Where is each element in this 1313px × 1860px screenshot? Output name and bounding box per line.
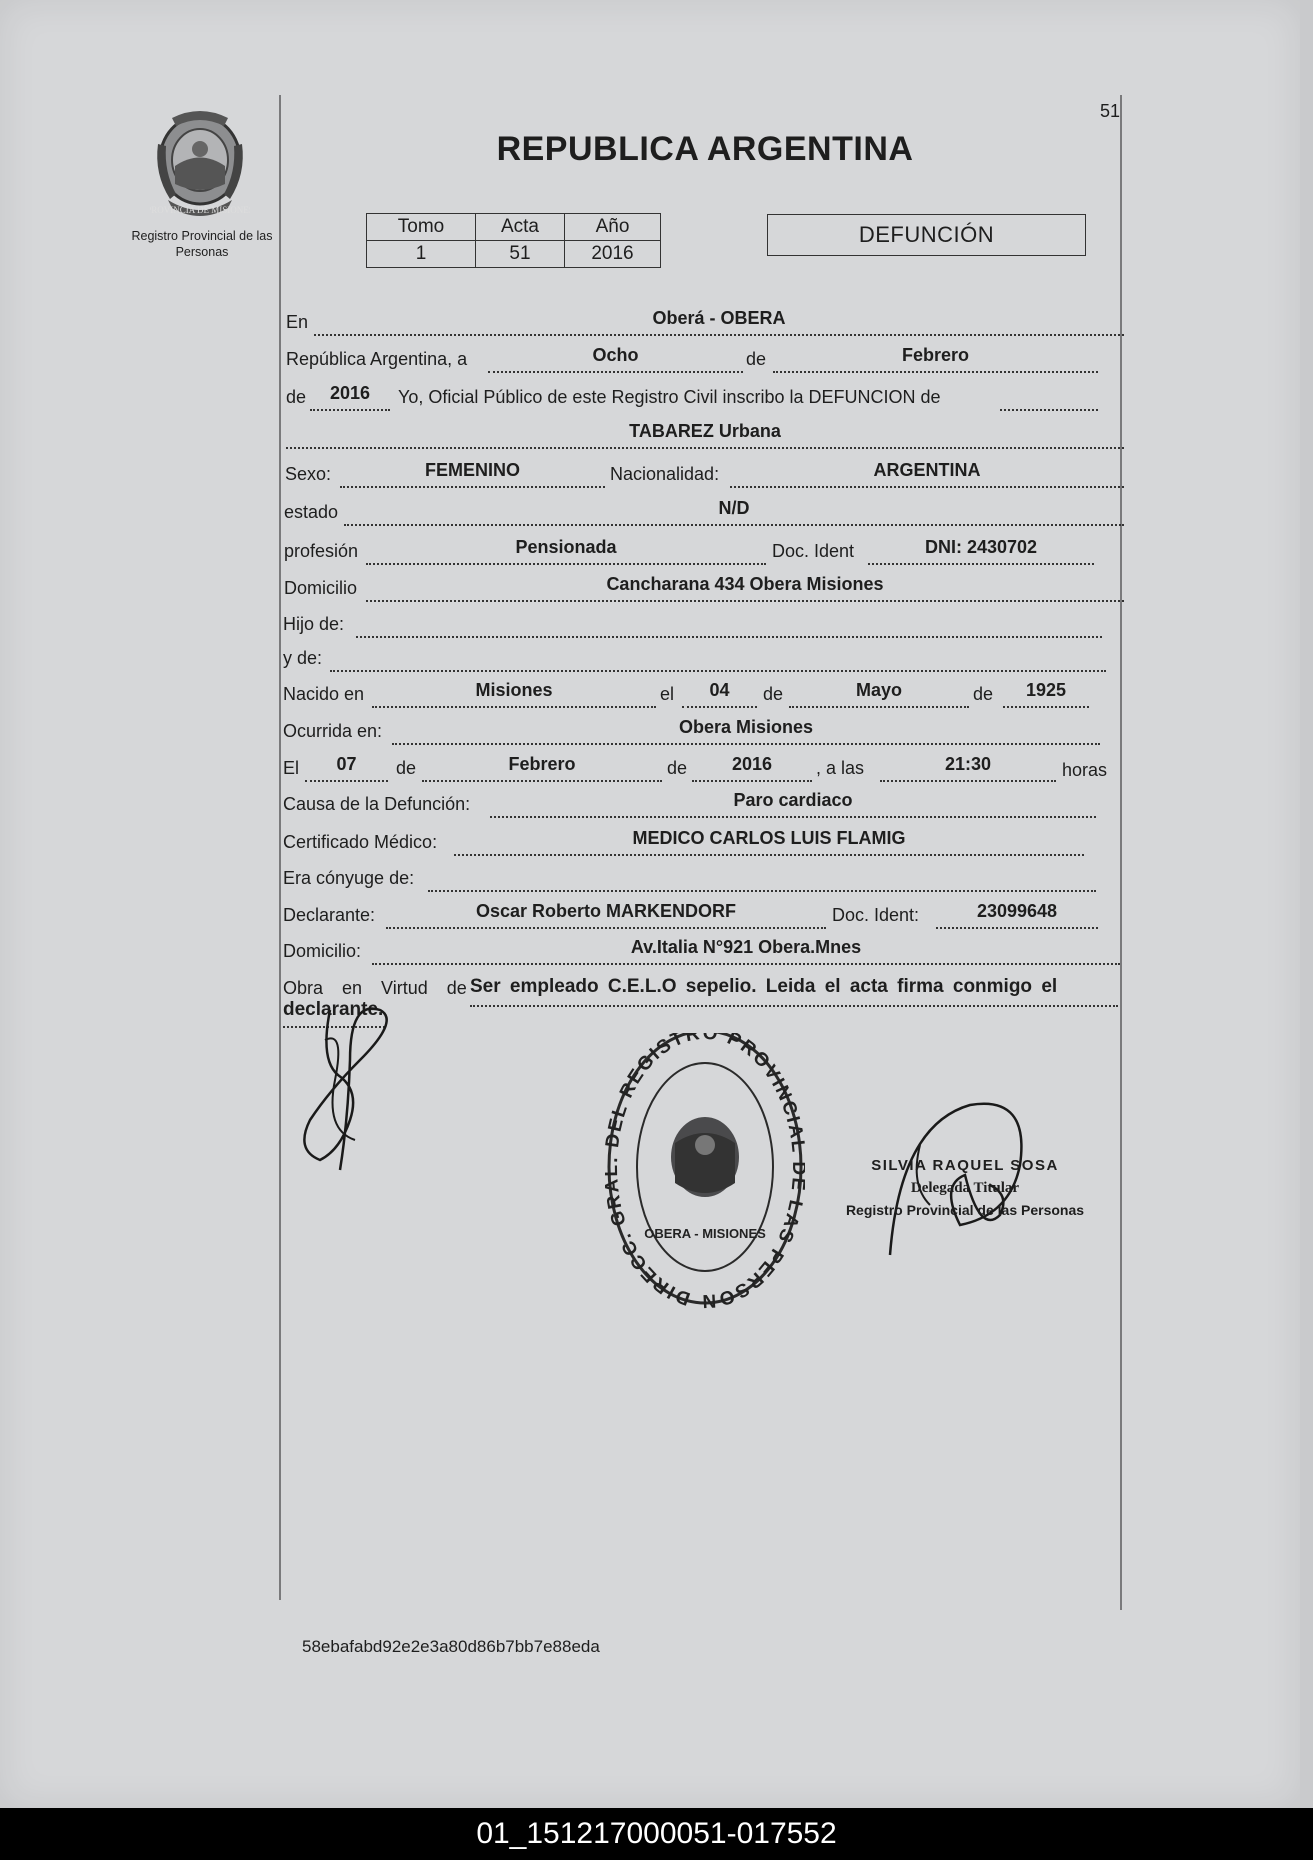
field-nacionalidad: ARGENTINA [730, 460, 1124, 488]
field-declarante-domicilio: Av.Italia N°921 Obera.Mnes [372, 937, 1120, 965]
field-defuncion-de-blank [1000, 383, 1098, 411]
header-acta: Acta [476, 214, 565, 241]
label-estado: estado [284, 502, 339, 522]
field-anio-inscripcion: 2016 [310, 383, 390, 411]
field-nac-dia: 04 [682, 680, 757, 708]
field-lugar: Oberá - OBERA [314, 308, 1124, 336]
field-hijo-de [356, 610, 1102, 638]
header-tomo: Tomo [367, 214, 476, 241]
official-cargo: Delegada Titular [910, 1180, 1020, 1196]
label-a-las: , a las [816, 758, 865, 778]
field-nac-anio: 1925 [1003, 680, 1089, 708]
field-mes-inscripcion: Febrero [773, 345, 1098, 373]
logo-text: PROVINCIA DE MISIONES [150, 205, 250, 215]
field-obra-virtud-2: declarante. [283, 1000, 385, 1028]
label-certificado: Certificado Médico: [283, 832, 438, 852]
field-obra-virtud-1: Ser empleado C.E.L.O sepelio. Leida el acta firma conmigo el [470, 977, 1118, 1007]
field-def-hora: 21:30 [880, 754, 1056, 782]
stamp-ring-text: DIRECC. GR EL REGISTRO PROVINCIA LAS PERSON [605, 1033, 805, 1312]
field-nombre: TABAREZ Urbana [286, 421, 1124, 449]
field-estado: N/D [344, 498, 1124, 526]
record-type-box: DEFUNCIÓN [767, 214, 1086, 256]
field-declarante: Oscar Roberto MARKENDORF [386, 901, 826, 929]
label-el-cap: El [283, 758, 300, 778]
official-block [835, 1155, 1095, 1221]
field-def-mes: Febrero [422, 754, 662, 782]
logo-caption: Registro Provincial de las Personas [131, 229, 273, 259]
field-nac-mes: Mayo [789, 680, 969, 708]
field-sexo: FEMENINO [340, 460, 605, 488]
label-en: En [286, 312, 309, 332]
field-y-de [330, 644, 1106, 672]
footer-id-bar: 01_151217000051-017552 [0, 1808, 1313, 1860]
label-doc-ident: Doc. Ident [772, 541, 855, 561]
official-stamp [605, 1033, 805, 1318]
header-anio: Año [565, 214, 661, 241]
label-de-1: de [746, 349, 767, 369]
record-table [366, 213, 661, 268]
value-acta: 51 [476, 241, 565, 268]
official-name: SILVIA RAQUEL SOSA [871, 1157, 1059, 1174]
label-yo-oficial: Yo, Oficial Público de este Registro Civil inscribo la DEFUNCION de [398, 387, 941, 407]
label-de-3: de [763, 684, 784, 704]
field-domicilio: Cancharana 434 Obera Misiones [366, 574, 1124, 602]
province-logo [150, 104, 250, 227]
left-margin-line [279, 95, 281, 1600]
label-profesion: profesión [284, 541, 359, 561]
label-obra-virtud: Obra en Virtud de [283, 978, 467, 998]
label-causa: Causa de la Defunción: [283, 794, 471, 814]
document-hash: 58ebafabd92e2e3a80d86b7bb7e88eda [302, 1637, 600, 1656]
label-domicilio: Domicilio [284, 578, 358, 598]
label-el: el [660, 684, 675, 704]
page-number: 51 [1100, 101, 1121, 121]
declarant-signature [290, 1000, 410, 1185]
field-dia-inscripcion: Ocho [488, 345, 743, 373]
label-nacido-en: Nacido en [283, 684, 365, 704]
field-nacido-en: Misiones [372, 680, 656, 708]
label-hijo-de: Hijo de: [283, 614, 345, 634]
label-de-6: de [667, 758, 688, 778]
field-declarante-doc: 23099648 [936, 901, 1098, 929]
field-def-dia: 07 [305, 754, 388, 782]
page-title: REPUBLICA ARGENTINA [496, 130, 914, 168]
field-causa: Paro cardiaco [490, 790, 1096, 818]
field-ocurrida-en: Obera Misiones [392, 717, 1100, 745]
label-ocurrida-en: Ocurrida en: [283, 721, 383, 741]
label-de-2: de [286, 387, 307, 407]
field-doc-ident: DNI: 2430702 [868, 537, 1094, 565]
field-conyuge [428, 864, 1096, 892]
value-tomo: 1 [367, 241, 476, 268]
label-declarante: Declarante: [283, 905, 376, 925]
field-certificado: MEDICO CARLOS LUIS FLAMIG [454, 828, 1084, 856]
label-nacionalidad: Nacionalidad: [610, 464, 720, 484]
label-de-4: de [973, 684, 994, 704]
label-doc-ident-2: Doc. Ident: [832, 905, 920, 925]
label-conyuge: Era cónyuge de: [283, 868, 415, 888]
value-anio: 2016 [565, 241, 661, 268]
label-domicilio-2: Domicilio: [283, 941, 362, 961]
label-sexo: Sexo: [285, 464, 332, 484]
field-profesion: Pensionada [366, 537, 766, 565]
label-y-de: y de: [283, 648, 323, 668]
label-horas: horas [1062, 760, 1108, 780]
label-de-5: de [396, 758, 417, 778]
official-entidad: Registro Provincial de las Personas [845, 1202, 1085, 1218]
field-def-anio: 2016 [692, 754, 812, 782]
stamp-inner-text: OBERA - MISIONES [644, 1226, 766, 1241]
label-republica: República Argentina, a [286, 349, 468, 369]
